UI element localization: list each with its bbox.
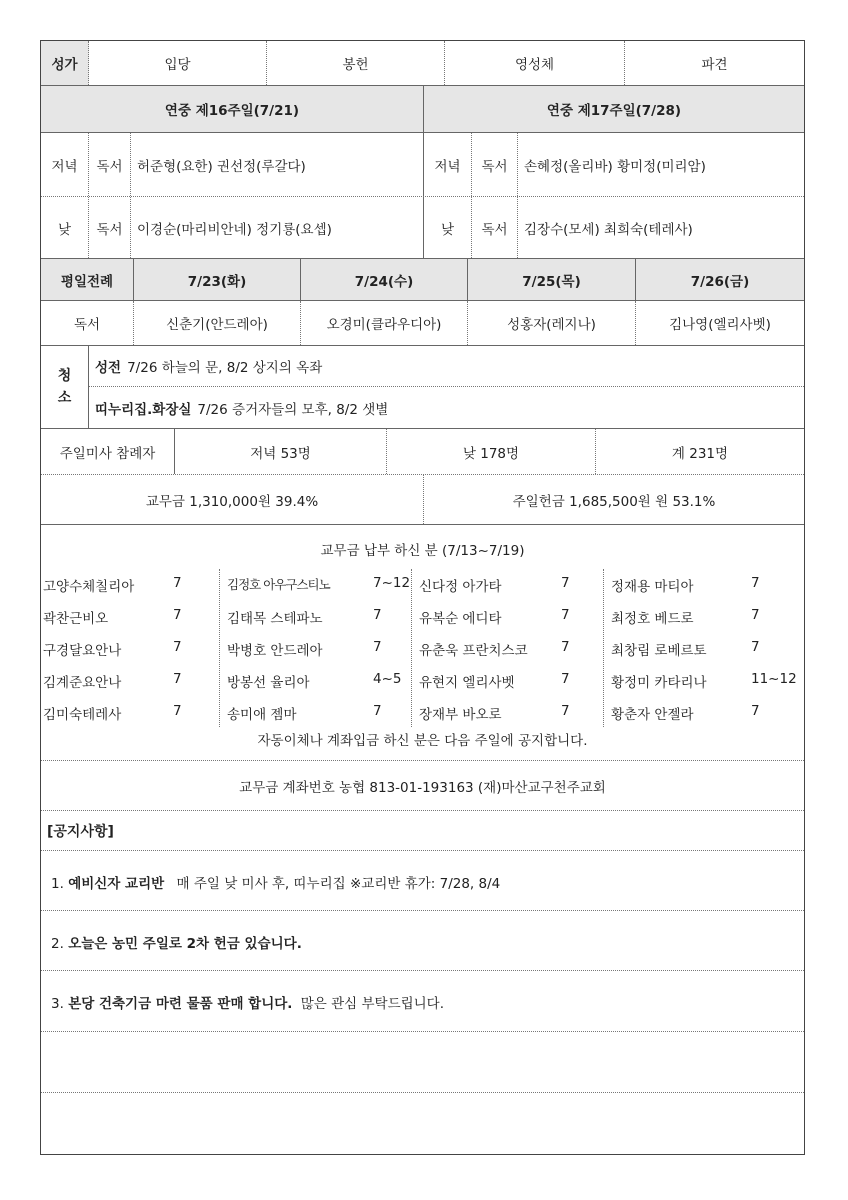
notice-header-row — [41, 811, 804, 851]
donor-name: 구경달요안나 — [43, 643, 122, 659]
finance-dues: 교무금 1,310,000원 39.4% — [41, 475, 424, 524]
attendance-evening: 저녁 53명 — [175, 429, 387, 474]
donor-period: 7 — [751, 703, 760, 719]
donors-note: 자동이체나 계좌입금 하신 분은 다음 주일에 공지합니다. — [257, 733, 588, 749]
s1-evening-readers: 허준형(요한) 권선정(루갈다) — [131, 133, 424, 196]
weekday-reader-3: 성홍자(레지나) — [468, 301, 636, 345]
attendance-label: 주일미사 참례자 — [41, 429, 175, 474]
notice-3 — [51, 992, 444, 1012]
donor-period: 7 — [373, 639, 382, 655]
notice-3-text: 많은 관심 부탁드립니다. — [300, 996, 445, 1012]
weekday-role: 독서 — [41, 301, 134, 345]
donor-period: 11~12 — [751, 671, 797, 687]
hymn-offertory: 봉헌 — [267, 41, 445, 85]
s2-day-time: 낮 — [424, 197, 472, 258]
s2-evening-role: 독서 — [472, 133, 518, 196]
notice-row-blank-2 — [41, 1093, 804, 1154]
donor-name: 유복순 에디타 — [419, 611, 502, 627]
donor-name: 황춘자 안젤라 — [611, 707, 694, 723]
donors-divider-1 — [219, 569, 220, 727]
donor-name: 고양수체칠리아 — [43, 579, 135, 595]
donors-divider-2 — [411, 569, 412, 727]
bulletin-page — [40, 40, 805, 1155]
notice-2-bold: 오늘은 농민 주일로 2차 헌금 있습니다. — [68, 936, 302, 952]
weekday-reader-4: 김나영(엘리사벳) — [669, 317, 771, 333]
cleaning-item-2-title: 띠누리집.화장실 — [95, 402, 192, 418]
donor-period: 7 — [173, 671, 182, 687]
s1-evening-time: 저녁 — [41, 133, 89, 196]
donor-name: 김계준요안나 — [43, 675, 122, 691]
cleaning-item-sanctuary — [89, 346, 804, 387]
s1-day-time: 낮 — [41, 197, 89, 258]
attendance-row — [41, 429, 804, 475]
notice-row-3 — [41, 971, 804, 1032]
attendance-day: 낮 178명 — [387, 429, 596, 474]
donor-period: 7~12 — [373, 575, 411, 591]
donor-period: 7 — [561, 671, 570, 687]
cleaning-label: 청 소 — [41, 346, 89, 428]
finance-row — [41, 475, 804, 525]
s2-evening-readers: 손혜정(올리바) 황미정(미리암) — [524, 158, 706, 175]
donor-name: 황정미 카타리나 — [611, 675, 707, 691]
s2-day-role: 독서 — [472, 197, 518, 258]
donor-period: 7 — [561, 639, 570, 655]
donors-section — [41, 525, 804, 761]
donor-name: 최창림 로베르토 — [611, 643, 707, 659]
donor-period: 7 — [373, 607, 382, 623]
donor-period: 7 — [173, 607, 182, 623]
weekday-date-3: 7/25(목) — [468, 259, 636, 300]
donor-name: 김태목 스테파노 — [227, 611, 323, 627]
account-info: 교무금 계좌번호 농협 813-01-193163 (재)마산교구천주교회 — [239, 779, 606, 796]
sunday-1-title: 연중 제16주일(7/21) — [41, 86, 424, 132]
cleaning-item-1-title: 성전 — [95, 360, 122, 376]
donor-period: 7 — [751, 639, 760, 655]
donor-period: 7 — [561, 607, 570, 623]
donor-name: 장재부 바오로 — [419, 707, 502, 723]
donor-name: 유현지 엘리사벳 — [419, 675, 515, 691]
notice-header: [공지사항] — [47, 823, 114, 840]
donors-title: 교무금 납부 하신 분 (7/13~7/19) — [320, 543, 525, 559]
cleaning-item-2-text: 7/26 증거자들의 모후, 8/2 샛별 — [197, 402, 389, 418]
notice-2 — [51, 932, 302, 952]
sunday-2-title: 연중 제17주일(7/28) — [546, 103, 682, 119]
donor-period: 7 — [561, 703, 570, 719]
sunday-title-row — [41, 86, 804, 133]
donor-period: 7 — [173, 703, 182, 719]
notice-row-blank-1 — [41, 1032, 804, 1093]
s1-evening-role: 독서 — [89, 133, 131, 196]
weekday-date-1: 7/23(화) — [134, 259, 301, 300]
weekday-header-row — [41, 259, 804, 301]
s2-day-readers: 김장수(모세) 최희숙(테레사) — [524, 221, 693, 238]
day-readers-row — [41, 197, 804, 259]
notice-3-bold: 본당 건축기금 마련 물품 판매 합니다. — [68, 996, 293, 1012]
donor-name: 신다정 아가타 — [419, 579, 502, 595]
notice-3-num: 3. — [51, 996, 64, 1012]
cleaning-item-hall — [89, 387, 804, 429]
cleaning-section — [41, 346, 804, 429]
donor-period: 7 — [751, 607, 760, 623]
account-row — [41, 761, 804, 811]
donor-period: 7 — [373, 703, 382, 719]
donors-divider-3 — [603, 569, 604, 727]
s2-evening-time: 저녁 — [424, 133, 472, 196]
donor-name: 정재용 마티아 — [611, 579, 694, 595]
donor-period: 7 — [561, 575, 570, 591]
donor-name: 방봉선 율리아 — [227, 675, 310, 691]
hymn-row — [41, 41, 804, 86]
weekday-reader-2: 오경미(클라우디아) — [301, 301, 468, 345]
notice-1-num: 1. — [51, 876, 64, 892]
notice-2-num: 2. — [51, 936, 64, 952]
weekday-label: 평일전례 — [41, 259, 134, 300]
weekday-date-2: 7/24(수) — [301, 259, 468, 300]
hymn-dismissal: 파견 — [701, 57, 728, 73]
donor-name: 김미숙테레사 — [43, 707, 122, 723]
s1-day-role: 독서 — [89, 197, 131, 258]
hymn-communion: 영성체 — [445, 41, 625, 85]
hymn-entrance: 입당 — [89, 41, 267, 85]
donor-name: 박병호 안드레아 — [227, 643, 323, 659]
donor-period: 7 — [751, 575, 760, 591]
notice-1-text: 매 주일 낮 미사 후, 띠누리집 ※교리반 휴가: 7/28, 8/4 — [176, 876, 501, 892]
notice-row-1 — [41, 851, 804, 911]
notice-1-bold: 예비신자 교리반 — [68, 876, 165, 892]
donor-name: 최정호 베드로 — [611, 611, 694, 627]
finance-collection: 주일헌금 1,685,500원 원 53.1% — [512, 493, 716, 510]
donor-name: 송미애 젬마 — [227, 707, 297, 723]
weekday-date-4: 7/26(금) — [690, 273, 750, 290]
evening-readers-row — [41, 133, 804, 197]
donor-name: 곽찬근비오 — [43, 611, 109, 627]
notice-1 — [51, 872, 500, 892]
donor-period: 7 — [173, 575, 182, 591]
donor-name: 김정호 아우구스티노 — [227, 577, 330, 592]
attendance-total: 계 231명 — [671, 445, 729, 462]
weekday-readers-row — [41, 301, 804, 346]
s1-day-readers: 이경순(마리비안네) 정기룡(요셉) — [131, 197, 424, 258]
donor-name: 유춘욱 프란치스코 — [419, 643, 528, 659]
hymn-label: 성가 — [41, 41, 89, 85]
donor-period: 4~5 — [373, 671, 402, 687]
donor-period: 7 — [173, 639, 182, 655]
cleaning-item-1-text: 7/26 하늘의 문, 8/2 상지의 옥좌 — [127, 360, 323, 376]
notice-row-2 — [41, 911, 804, 971]
weekday-reader-1: 신춘기(안드레아) — [134, 301, 301, 345]
